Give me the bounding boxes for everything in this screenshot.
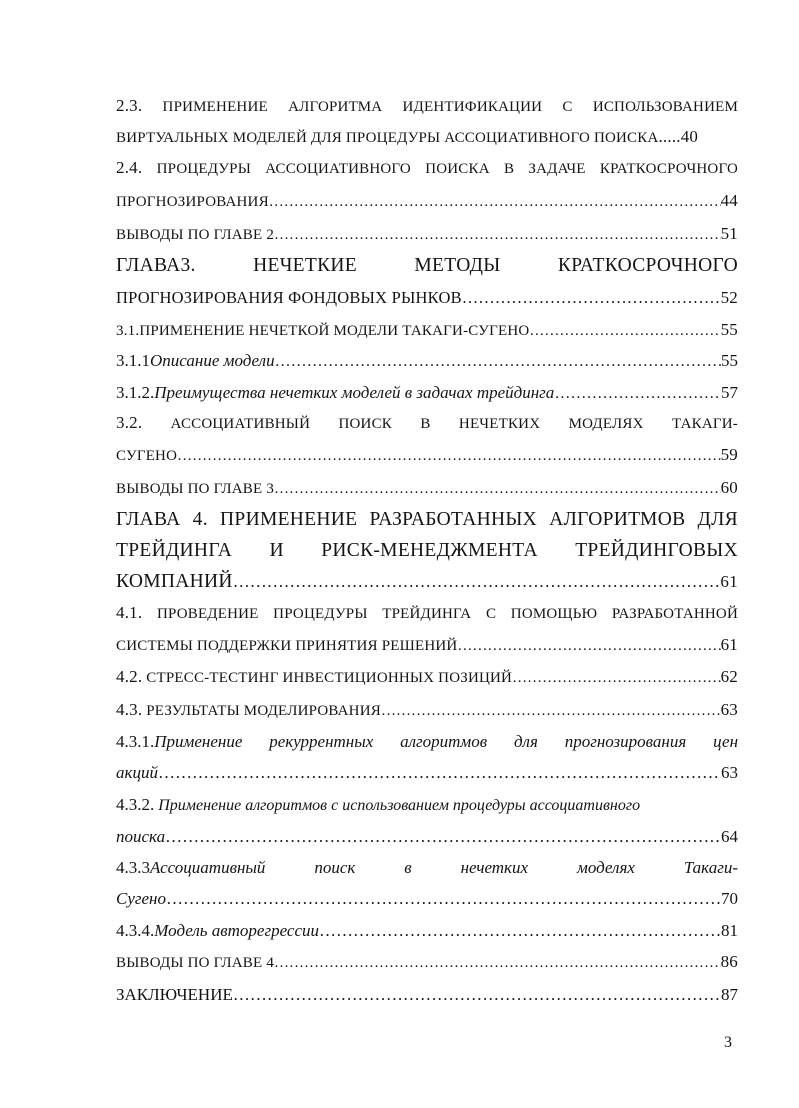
toc-chapter-4-line2: ТРЕЙДИНГА И РИСК-МЕНЕДЖМЕНТА ТРЕЙДИНГОВЫХ (116, 540, 738, 561)
page-ref: 59 (720, 445, 738, 464)
toc-entry-4-2: 4.2. СТРЕСС-ТЕСТИНГ ИНВЕСТИЦИОННЫХ ПОЗИЦИЙ ………………………………………………………………………………………………………………………………………………………………………………………… 62 (116, 662, 738, 691)
toc-chapter-3-line2: ПРОГНОЗИРОВАНИЯ ФОНДОВЫХ РЫНКОВ ………………………………………………………………………………………………………………………………………………………………………………………… 52 (116, 283, 738, 312)
page-ref: 63 (721, 763, 738, 782)
toc-entry-conclusion: ЗАКЛЮЧЕНИЕ ………………………………………………………………………………………………………………………………………………………………………………………… 87 (116, 980, 738, 1009)
page-ref: 52 (720, 288, 738, 307)
page-ref: 87 (721, 985, 738, 1004)
page-ref: 61 (720, 572, 738, 591)
dot-leader (158, 758, 721, 787)
dot-leader (462, 283, 721, 312)
page-ref: 64 (721, 827, 738, 846)
dot-leader (554, 379, 721, 407)
toc-entry-conclusions-2: ВЫВОДЫ ПО ГЛАВЕ 2 ………………………………………………………………………………………………………………………………………………………………………………………… 51 (116, 219, 738, 248)
dot-leader (177, 442, 720, 469)
toc-entry-conclusions-3: ВЫВОДЫ ПО ГЛАВЕ 3 ………………………………………………………………………………………………………………………………………………………………………………………… 60 (116, 473, 738, 502)
dot-leader (165, 822, 721, 851)
dot-leader (529, 317, 720, 344)
page-number: 3 (724, 1034, 732, 1051)
toc-entry-3-1: 3.1.ПРИМЕНЕНИЕ НЕЧЕТКОЙ МОДЕЛИ ТАКАГИ-СУГЕНО ………………………………………………………………………………………………………………………………………………………………………………………… 55 (116, 315, 738, 344)
page-ref: 86 (720, 952, 738, 971)
toc-entry-4-3-2-line2: поиска ………………………………………………………………………………………………………………………………………………………………………………………… 64 (116, 822, 738, 851)
toc-entry-4-3: 4.3. РЕЗУЛЬТАТЫ МОДЕЛИРОВАНИЯ ………………………………………………………………………………………………………………………………………………………………………………………… 63 (116, 695, 738, 724)
toc-entry-2-4-line2: ПРОГНОЗИРОВАНИЯ ………………………………………………………………………………………………………………………………………………………………………………………… 44 (116, 186, 738, 215)
toc-entry-4-1-line2: СИСТЕМЫ ПОДДЕРЖКИ ПРИНЯТИЯ РЕШЕНИЙ ………………………………………………………………………………………………………………………………………………………………………………………… 61 (116, 630, 738, 659)
dot-leader (457, 632, 720, 659)
toc-entry-2-4-line1: 2.4. ПРОЦЕДУРЫ АССОЦИАТИВНОГО ПОИСКА В ЗАДАЧЕ КРАТКОСРОЧНОГО (116, 158, 738, 177)
dot-leader (381, 697, 721, 724)
toc-entry-4-3-1-line1: 4.3.1.Применение рекуррентных алгоритмов для прогнозирования цен (116, 732, 738, 751)
toc-entry-3-1-2: 3.1.2.Преимущества нечетких моделей в задачах трейдинга ………………………………………………………………………………………………………………………………………………………………………………………… 57 (116, 378, 738, 407)
dot-leader (275, 347, 721, 375)
toc-entry-2-3-line1: 2.3. ПРИМЕНЕНИЕ АЛГОРИТМА ИДЕНТИФИКАЦИИ С ИСПОЛЬЗОВАНИЕМ (116, 96, 738, 115)
dot-leader (319, 916, 721, 945)
page-ref: 81 (721, 921, 738, 940)
dot-leader (512, 664, 721, 691)
page-ref: 51 (720, 224, 738, 243)
page-ref: 57 (721, 383, 738, 402)
page-ref: 61 (720, 635, 738, 654)
toc-chapter-4-line3: КОМПАНИЙ ………………………………………………………………………………………………………………………………………………………………………………………… 61 (116, 567, 738, 596)
toc-entry-3-2-line1: 3.2. АССОЦИАТИВНЫЙ ПОИСК В НЕЧЕТКИХ МОДЕЛЯХ ТАКАГИ- (116, 413, 738, 432)
page-ref: 44 (720, 191, 738, 210)
page-ref: .....40 (658, 127, 699, 146)
dot-leader (233, 980, 721, 1009)
toc-chapter-4-line1: ГЛАВА 4. ПРИМЕНЕНИЕ РАЗРАБОТАННЫХ АЛГОРИТМОВ ДЛЯ (116, 509, 738, 530)
toc-entry-conclusions-4: ВЫВОДЫ ПО ГЛАВЕ 4 ………………………………………………………………………………………………………………………………………………………………………………………… 86 (116, 947, 738, 976)
dot-leader (166, 884, 721, 913)
toc-entry-3-1-1: 3.1.1Описание модели ………………………………………………………………………………………………………………………………………………………………………………………… 55 (116, 346, 738, 375)
toc-entry-4-3-3-line1: 4.3.3Ассоциативный поиск в нечетких моделях Такаги- (116, 858, 738, 877)
page-ref: 55 (720, 320, 738, 339)
toc-entry-2-3-line2: ВИРТУАЛЬНЫХ МОДЕЛЕЙ ДЛЯ ПРОЦЕДУРЫ АССОЦИАТИВНОГО ПОИСКА.....40 (116, 127, 699, 146)
page-ref: 60 (720, 478, 738, 497)
dot-leader (274, 221, 721, 248)
toc-entry-4-3-2-line1: 4.3.2. Применение алгоритмов с использованием процедуры ассоциативного (116, 795, 641, 814)
toc-entry-4-3-1-line2: акций ………………………………………………………………………………………………………………………………………………………………………………………… 63 (116, 758, 738, 787)
page-ref: 63 (720, 700, 738, 719)
page-ref: 70 (721, 889, 738, 908)
dot-leader (274, 949, 721, 976)
toc-entry-4-3-3-line2: Сугено ………………………………………………………………………………………………………………………………………………………………………………………… 70 (116, 884, 738, 913)
dot-leader (269, 188, 721, 215)
toc-chapter-3-line1: ГЛАВА3. НЕЧЕТКИЕ МЕТОДЫ КРАТКОСРОЧНОГО (116, 255, 738, 276)
toc-entry-3-2-line2: СУГЕНО ………………………………………………………………………………………………………………………………………………………………………………………… 59 (116, 440, 738, 469)
toc-entry-4-1-line1: 4.1. ПРОВЕДЕНИЕ ПРОЦЕДУРЫ ТРЕЙДИНГА С ПОМОЩЬЮ РАЗРАБОТАННОЙ (116, 603, 738, 622)
page-ref: 62 (720, 667, 738, 686)
dot-leader (274, 475, 721, 502)
dot-leader (233, 567, 721, 596)
toc-entry-4-3-4: 4.3.4.Модель авторегрессии ………………………………………………………………………………………………………………………………………………………………………………………… 81 (116, 916, 738, 945)
page-ref: 55 (721, 351, 738, 370)
